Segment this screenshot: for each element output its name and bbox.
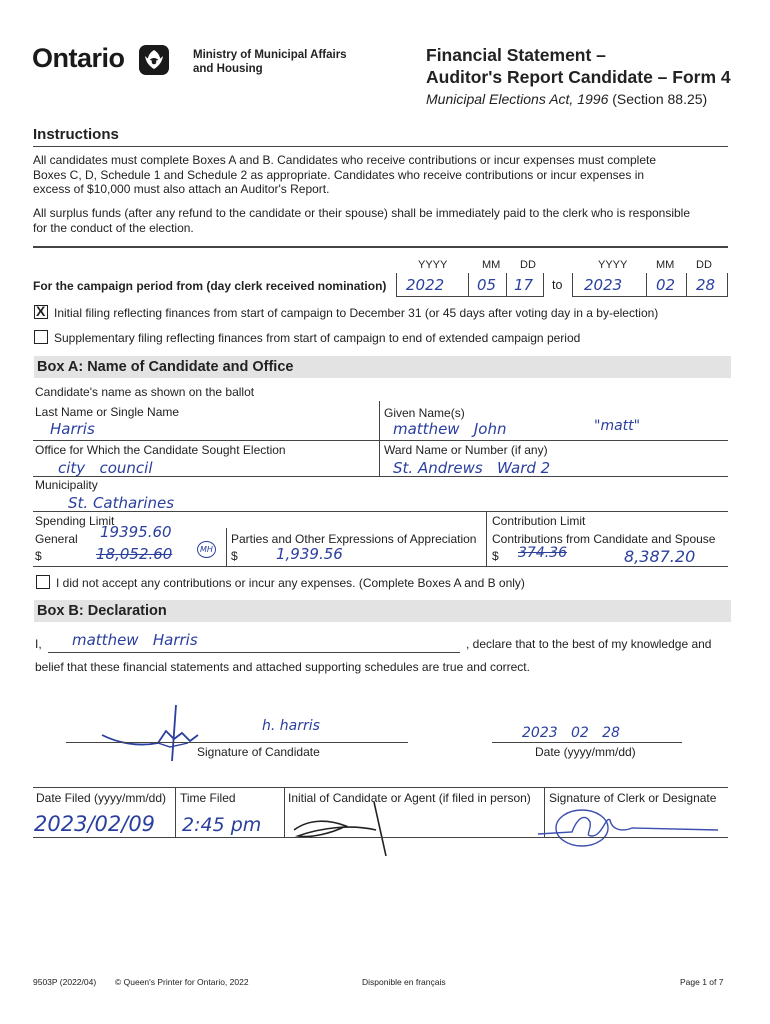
form-title: Financial Statement – Auditor's Report Candidate – Form 4 <box>426 45 731 87</box>
nickname-value: "matt" <box>594 418 641 434</box>
period-to-label: to <box>552 278 563 292</box>
to-date-field[interactable] <box>572 273 728 297</box>
supplementary-filing-label: Supplementary filing reflecting finances from start of campaign to end of extended campaign period <box>54 331 581 345</box>
signature-printed-name: h. harris <box>262 718 320 734</box>
given-name-label: Given Name(s) <box>384 406 465 420</box>
ward-label: Ward Name or Number (if any) <box>384 443 548 457</box>
box-b-heading: Box B: Declaration <box>34 600 731 622</box>
contribution-sub-label: Contributions from Candidate and Spouse <box>492 532 716 546</box>
to-mm-value: 02 <box>656 276 676 294</box>
general-label: General <box>35 532 78 546</box>
declarant-name[interactable]: matthew Harris <box>72 631 198 649</box>
general-dollar-sign: $ <box>35 549 42 563</box>
act-reference: Municipal Elections Act, 1996 (Section 88.25) <box>426 91 708 107</box>
logo-text: Ontario <box>32 43 125 73</box>
from-date-field[interactable] <box>396 273 544 297</box>
correction-initials: MH <box>197 541 216 558</box>
initial-label: Initial of Candidate or Agent (if filed in person) <box>288 791 531 805</box>
municipality-label: Municipality <box>35 478 98 492</box>
last-name-value[interactable]: Harris <box>50 420 95 438</box>
campaign-period-label: For the campaign period from (day clerk received nomination) <box>33 279 387 293</box>
contribution-original-value: 374.36 <box>518 545 567 561</box>
to-dd-header: DD <box>696 259 712 271</box>
ballot-name-label: Candidate's name as shown on the ballot <box>35 385 255 399</box>
time-filed-label: Time Filed <box>180 791 236 805</box>
clerk-signature[interactable] <box>532 806 722 856</box>
no-contributions-checkbox[interactable] <box>36 575 50 589</box>
initial-filing-label: Initial filing reflecting finances from start of campaign to December 31 (or 45 days after voting day in a by-election) <box>54 306 659 320</box>
from-dd-header: DD <box>520 259 536 271</box>
instructions-paragraph-2: All surplus funds (after any refund to the candidate or their spouse) shall be immediately paid to the clerk who is responsible for the conduct of the election. <box>33 206 691 235</box>
from-yyyy-value: 2022 <box>406 276 445 294</box>
to-yyyy-value: 2023 <box>584 276 623 294</box>
from-yyyy-header: YYYY <box>418 259 448 271</box>
instructions-paragraph-1: All candidates must complete Boxes A and B. Candidates who receive contributions or incur expenses must complete Boxes C, D, Schedule 1 and Schedule 2 as appropriate. Candidates who receive contributions or incur expenses in excess of $10,000 must also attach an Auditor's Report. <box>33 153 656 196</box>
ministry-name: Ministry of Municipal Affairs and Housing <box>193 49 347 75</box>
printer-copyright: © Queen's Printer for Ontario, 2022 <box>115 977 249 987</box>
declaration-text: , declare that to the best of my knowledge and <box>466 637 712 651</box>
municipality-value[interactable]: St. Catharines <box>68 494 175 512</box>
box-a-heading: Box A: Name of Candidate and Office <box>34 356 731 378</box>
general-corrected-value: 19395.60 <box>100 523 172 541</box>
parties-label: Parties and Other Expressions of Appreciation <box>231 532 477 546</box>
declaration-i-label: I, <box>35 637 42 651</box>
to-yyyy-header: YYYY <box>598 259 628 271</box>
ward-value[interactable]: St. Andrews Ward 2 <box>393 459 551 477</box>
clerk-signature-label: Signature of Clerk or Designate <box>549 791 717 805</box>
contribution-dollar-sign: $ <box>492 549 499 563</box>
supplementary-filing-checkbox[interactable] <box>34 330 48 344</box>
from-mm-header: MM <box>482 259 501 271</box>
french-availability: Disponible en français <box>362 977 446 987</box>
to-dd-value: 28 <box>696 276 716 294</box>
belief-text: belief that these financial statements and attached supporting schedules are true and correct. <box>35 660 530 674</box>
time-filed-value[interactable]: 2:45 pm <box>182 814 262 836</box>
checkbox-mark: X <box>36 303 46 319</box>
form-number: 9503P (2022/04) <box>33 977 97 987</box>
parties-dollar-sign: $ <box>231 549 238 563</box>
office-label: Office for Which the Candidate Sought Election <box>35 443 286 457</box>
last-name-label: Last Name or Single Name <box>35 405 180 419</box>
contribution-limit-label: Contribution Limit <box>492 514 586 528</box>
logo <box>32 43 125 79</box>
initial-filing-checkbox[interactable] <box>34 305 48 319</box>
date-filed-value[interactable]: 2023/02/09 <box>34 812 156 836</box>
parties-value[interactable]: 1,939.56 <box>276 545 343 563</box>
date-filed-label: Date Filed (yyyy/mm/dd) <box>36 791 167 805</box>
page-number: Page 1 of 7 <box>680 977 724 987</box>
agent-initial-signature[interactable] <box>290 798 430 858</box>
office-value[interactable]: city council <box>58 459 153 477</box>
to-mm-header: MM <box>656 259 675 271</box>
from-mm-value: 05 <box>477 276 497 294</box>
given-name-value[interactable]: matthew John <box>393 420 507 438</box>
contribution-value[interactable]: 8,387.20 <box>624 547 696 566</box>
spending-limit-label: Spending Limit <box>35 514 115 528</box>
signature-label: Signature of Candidate <box>197 745 320 759</box>
no-contributions-label: I did not accept any contributions or incur any expenses. (Complete Boxes A and B only) <box>56 576 525 590</box>
divider <box>33 246 728 248</box>
from-dd-value: 17 <box>514 276 534 294</box>
instructions-heading: Instructions <box>33 126 119 143</box>
date-label: Date (yyyy/mm/dd) <box>535 745 636 759</box>
declaration-date-value[interactable]: 2023 02 28 <box>522 725 620 741</box>
trillium-icon <box>138 44 170 76</box>
divider <box>33 146 728 147</box>
general-original-value[interactable]: 18,052.60 <box>96 545 173 563</box>
